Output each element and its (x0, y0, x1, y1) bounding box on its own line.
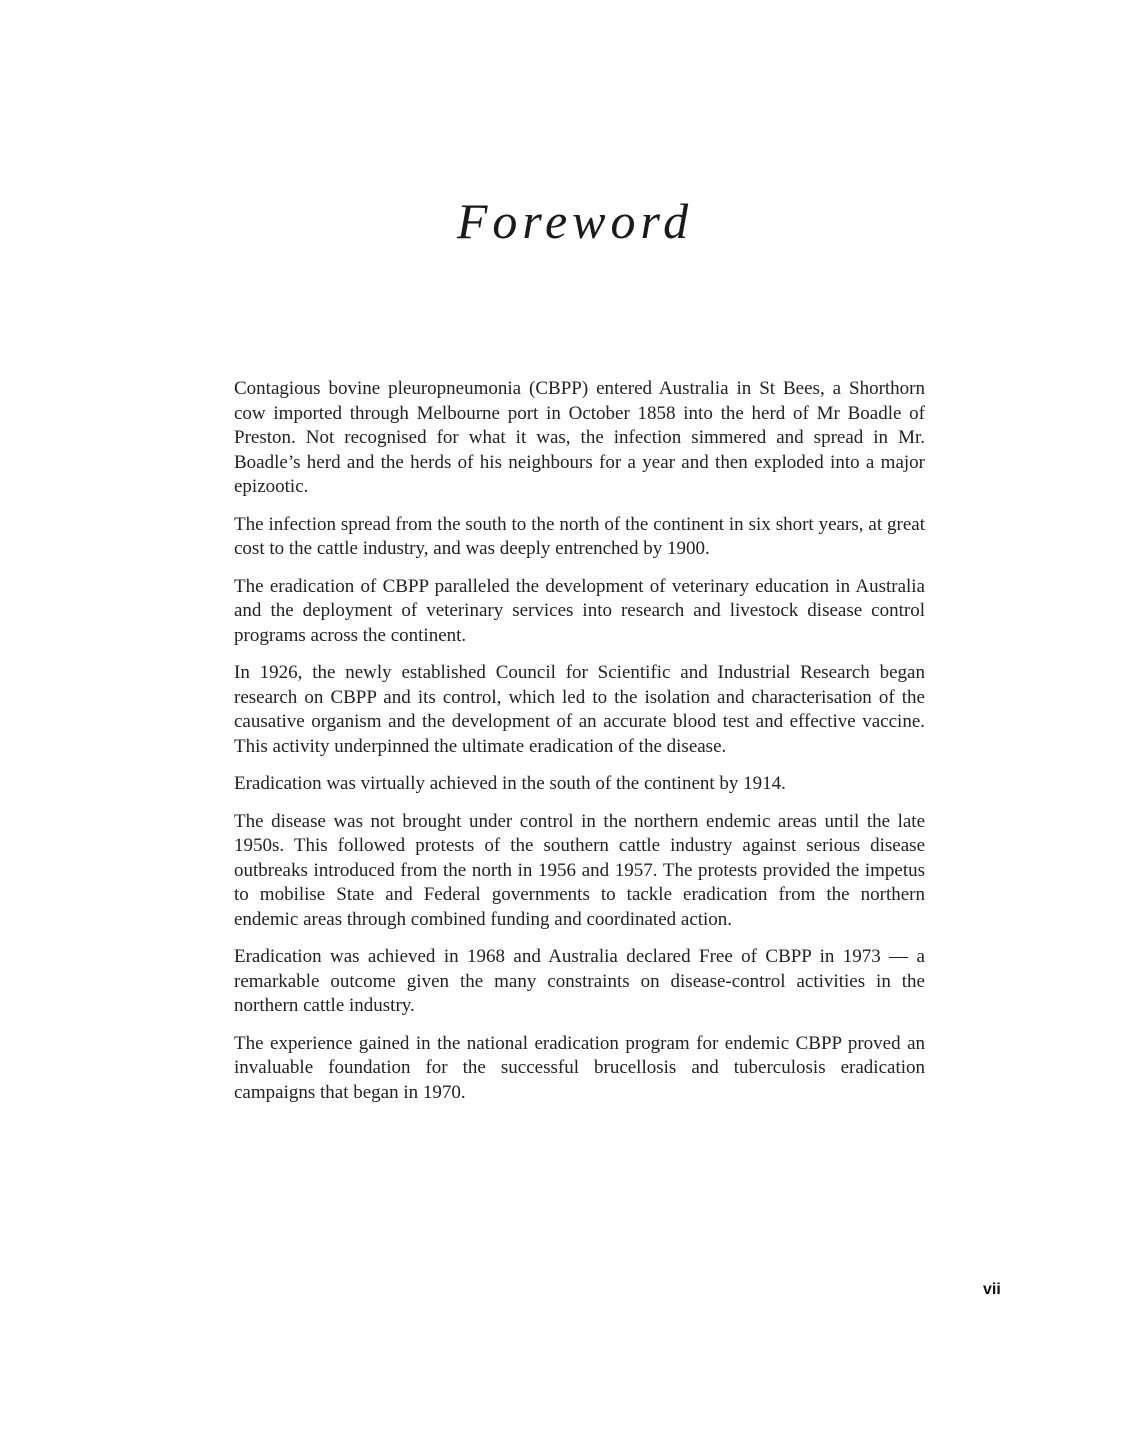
foreword-body (234, 377, 925, 1118)
paragraph-6: The disease was not brought under control in the northern endemic areas until the late 1950s. This followed protests of the southern cattle industry against serious disease outbreaks introduced from the north in 1956 and 1957. The protests provided the impetus to mobilise State and Federal governments to tackle eradication from the northern endemic areas through combined funding and coordinated action. (234, 810, 925, 930)
paragraph-8: The experience gained in the national eradication program for endemic CBPP proved an invaluable foundation for the successful brucellosis and tuberculosis eradication campaigns that began in 1970. (234, 1032, 925, 1103)
paragraph-7: Eradication was achieved in 1968 and Australia declared Free of CBPP in 1973 — a remarkable outcome given the many constraints on disease-control activities in the northern cattle industry. (234, 946, 925, 1016)
page-title: Foreword (456, 193, 694, 249)
paragraph-1: Contagious bovine pleuropneumonia (CBPP) entered Australia in St Bees, a Shorthorn cow imported through Melbourne port in October 1858 into the herd of Mr Boadle of Preston. Not recognised for what it was, the infection simmered and spread in Mr. Boadle’s herd and the herds of his neighbours for a year and then exploded into a major epizootic. (234, 378, 925, 497)
paragraph-4: In 1926, the newly established Council for Scientific and Industrial Research began research on CBPP and its control, which led to the isolation and characterisation of the causative organism and the development of an accurate blood test and effective vaccine. This activity underpinned the ultimate eradication of the disease. (234, 662, 925, 757)
paragraph-3: The eradication of CBPP paralleled the development of veterinary education in Australia and the deployment of veterinary services into research and livestock disease control programs across the continent. (234, 575, 925, 646)
paragraph-5: Eradication was virtually achieved in the south of the continent by 1914. (234, 773, 786, 794)
page-number: vii (983, 1281, 1001, 1298)
paragraph-2: The infection spread from the south to the north of the continent in six short years, at great cost to the cattle industry, and was deeply entrenched by 1900. (234, 513, 925, 559)
